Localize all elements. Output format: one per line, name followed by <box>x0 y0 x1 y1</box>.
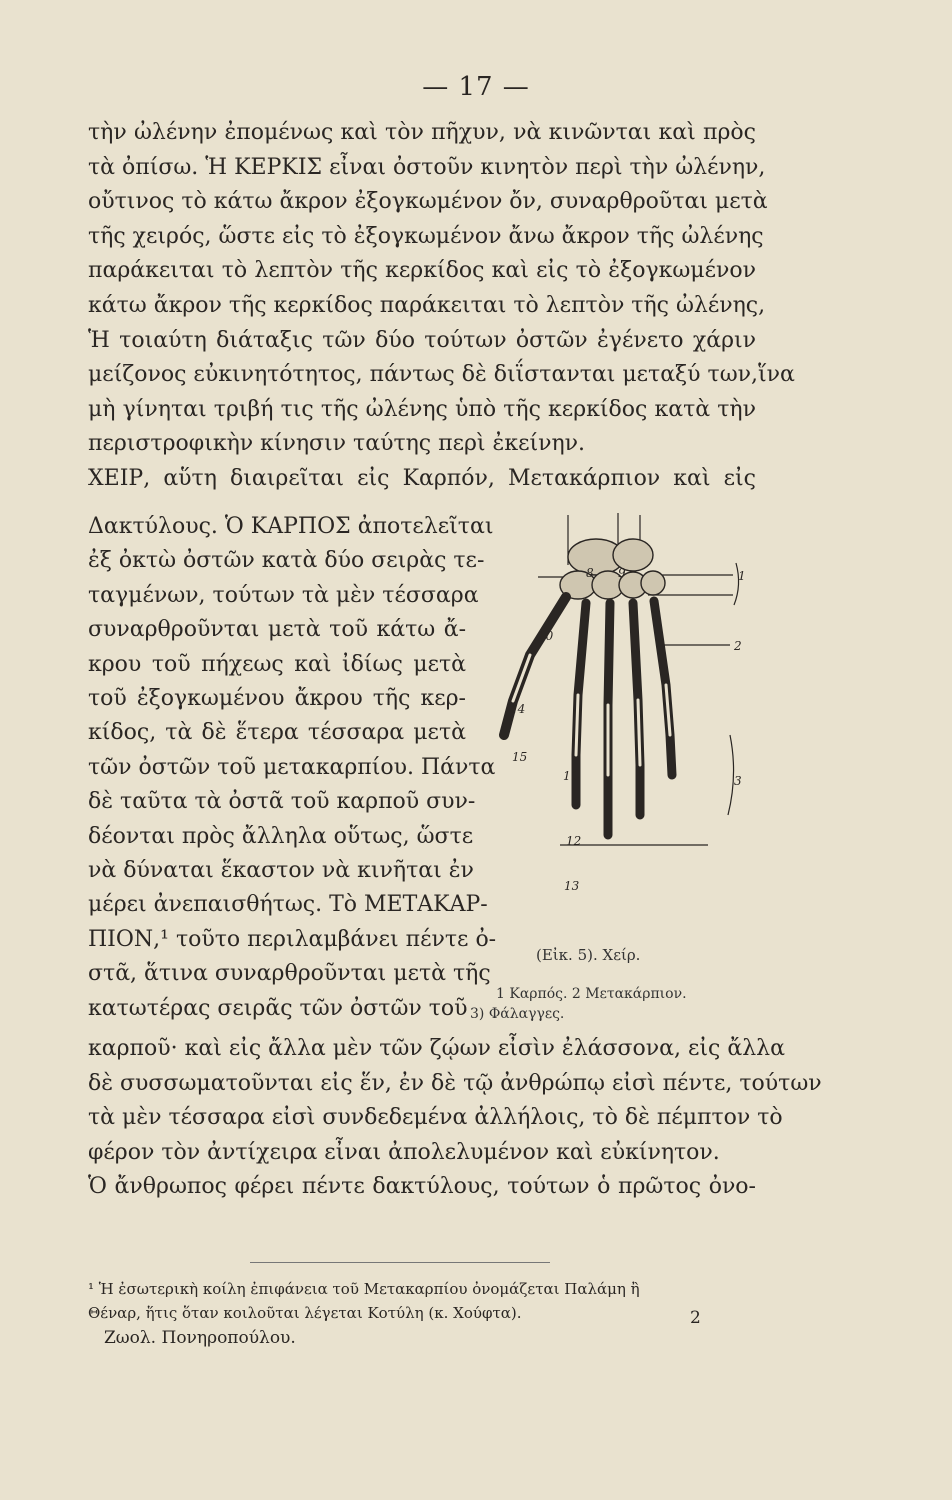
text-line: φέρον τὸν ἀντίχειρα εἶναι ἀπολελυμένον καὶ εὐκίνητον. <box>88 1139 720 1165</box>
text-line: τῆς χειρός, ὥστε εἰς τὸ ἐξογκωμένον ἄνω ἄκρον τῆς ὠλένης <box>88 223 764 249</box>
figure-label-8: 8 <box>586 566 594 580</box>
text-line: τὰ ὀπίσω. Ἡ ΚΕΡΚΙΣ εἶναι ὀστοῦν κινητὸν περὶ τὴν ὠλένην, <box>88 154 766 180</box>
text-line: δὲ ταῦτα τὰ ὀστᾶ τοῦ καρποῦ συν- <box>88 789 476 815</box>
figure-label-12: 12 <box>566 834 582 848</box>
text-line: τοῦ ἐξογκωμένου ἄκρου τῆς κερ- <box>88 686 466 711</box>
figure-caption-legend-2: 3) Φάλαγγες. <box>470 1006 565 1022</box>
hand-skeleton-illustration <box>468 505 768 935</box>
footnote-line-1: ¹ Ἡ ἐσωτερικὴ κοίλη ἐπιφάνεια τοῦ Μετακαρπίου ὀνομάζεται Παλάμη ἢ <box>88 1280 640 1298</box>
text-line: κατωτέρας σειρᾶς τῶν ὀστῶν τοῦ <box>88 995 468 1021</box>
text-line: δὲ συσσωματοῦνται εἰς ἕν, ἐν δὲ τῷ ἀνθρώπῳ εἰσὶ πέντε, τούτων <box>88 1070 822 1096</box>
footnote-divider <box>250 1262 550 1263</box>
figure-label-14: 14 <box>510 702 526 716</box>
figure-label-2: 2 <box>734 639 742 653</box>
text-line: Ἡ τοιαύτη διάταξις τῶν δύο τούτων ὀστῶν ἐγένετο χάριν <box>88 327 756 353</box>
text-line: τὴν ὠλένην ἐπομένως καὶ τὸν πῆχυν, νὰ κινῶνται καὶ πρὸς <box>88 120 756 145</box>
text-line: ΧΕΙΡ, αὕτη διαιρεῖται εἰς Καρπόν, Μετακάρπιον καὶ εἰς <box>88 466 756 491</box>
text-line: στᾶ, ἅτινα συναρθροῦνται μετὰ τῆς <box>88 961 491 987</box>
text-line: Ὁ ἄνθρωπος φέρει πέντε δακτύλους, τούτων ὁ πρῶτος ὀνο- <box>88 1174 756 1200</box>
footnote-line-2: Θέναρ, ἥτις ὅταν κοιλοῦται λέγεται Κοτύλη (κ. Χούφτα). <box>88 1304 522 1322</box>
text-line: οὔτινος τὸ κάτω ἄκρον ἐξογκωμένον ὄν, συναρθροῦται μετὰ <box>88 189 768 215</box>
signature-author: Ζωολ. Πονηροπούλου. <box>104 1328 296 1348</box>
text-line: ἐξ ὀκτὼ ὀστῶν κατὰ δύο σειρὰς τε- <box>88 548 485 574</box>
text-line: κάτω ἄκρον τῆς κερκίδος παράκειται τὸ λεπτὸν τῆς ὠλένης, <box>88 293 766 318</box>
figure-label-3: 3 <box>734 774 742 788</box>
figure-label-9: 9 <box>618 566 626 580</box>
figure-label-15: 15 <box>512 750 528 764</box>
figure-label-1: 1 <box>738 569 746 583</box>
text-line: δέονται πρὸς ἄλληλα οὕτως, ὥστε <box>88 823 474 849</box>
text-line: κρου τοῦ πήχεως καὶ ἰδίως μετὰ <box>88 651 466 677</box>
text-line: μὴ γίνηται τριβή τις τῆς ὠλένης ὑπὸ τῆς κερκίδος κατὰ τὴν <box>88 396 756 422</box>
text-line: περιστροφικὴν κίνησιν ταύτης περὶ ἐκείνην. <box>88 431 586 457</box>
text-line: καρποῦ· καὶ εἰς ἄλλα μὲν τῶν ζῴων εἶσὶν ἐλάσσονα, εἰς ἄλλα <box>88 1036 785 1061</box>
text-line: μέρει ἀνεπαισθήτως. Τὸ ΜΕΤΑΚΑΡ- <box>88 892 488 918</box>
figure-caption-legend-1: 1 Καρπός. 2 Μετακάρπιον. <box>496 986 687 1002</box>
figure-label-10: 10 <box>538 629 554 643</box>
page-number: — 17 — <box>422 72 530 102</box>
text-line: κίδος, τὰ δὲ ἕτερα τέσσαρα μετὰ <box>88 720 466 746</box>
hand-skeleton-figure <box>468 505 768 935</box>
figure-label-13: 13 <box>564 879 580 893</box>
text-line: τῶν ὀστῶν τοῦ μετακαρπίου. Πάντα <box>88 754 496 780</box>
text-line: τὰ μὲν τέσσαρα εἰσὶ συνδεδεμένα ἀλλήλοις, τὸ δὲ πέμπτον τὸ <box>88 1105 783 1131</box>
text-line: ΠΙΟΝ,¹ τοῦτο περιλαμβάνει πέντε ὀ- <box>88 926 497 952</box>
figure-caption-title: (Εἰκ. 5). Χείρ. <box>536 946 641 964</box>
text-line: ταγμένων, τούτων τὰ μὲν τέσσαρα <box>88 582 479 608</box>
figure-label-11: 11 <box>563 769 579 783</box>
signature-sheet-number: 2 <box>690 1308 701 1328</box>
text-line: μείζονος εὐκινητότητος, πάντως δὲ διΐστανται μεταξύ των,ἵνα <box>88 362 795 388</box>
text-line: παράκειται τὸ λεπτὸν τῆς κερκίδος καὶ εἰς τὸ ἐξογκωμένον <box>88 258 756 284</box>
text-line: συναρθροῦνται μετὰ τοῦ κάτω ἄ- <box>88 617 466 643</box>
text-line: Δακτύλους. Ὁ ΚΑΡΠΟΣ ἀποτελεῖται <box>88 514 494 539</box>
text-line: νὰ δύναται ἕκαστον νὰ κινῆται ἐν <box>88 858 474 883</box>
